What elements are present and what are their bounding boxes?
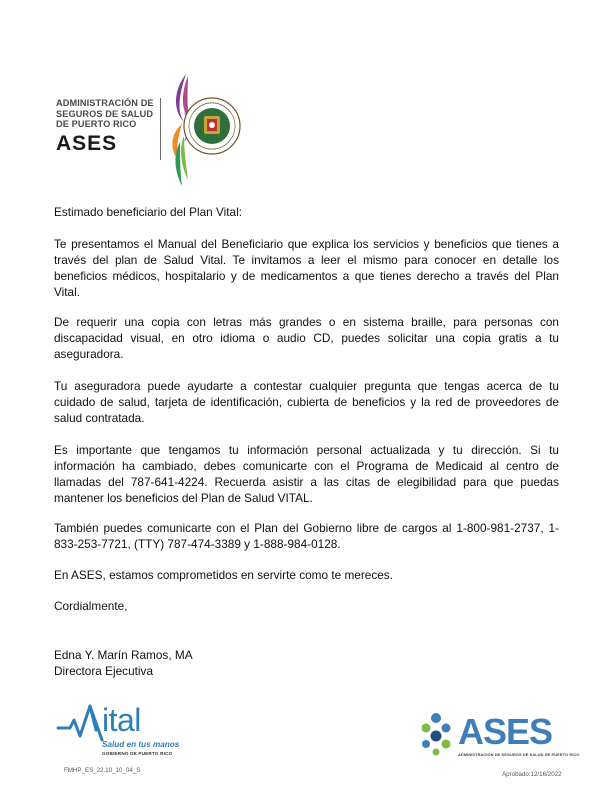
paragraph-intro: Te presentamos el Manual del Beneficiario que explica los servicios y beneficios que tienes a través del plan de Salud Vital. Te invitamos a leer el mismo para conocer en detalle los beneficios médicos, hospitalario y de medicamentos a que tienes derecho a través del Plan Vital. — [54, 237, 559, 299]
closing: Cordialmente, — [54, 599, 128, 613]
paragraph-commitment: En ASES, estamos comprometidos en servirte como te mereces. — [54, 568, 393, 582]
vital-sub: GOBIERNO DE PUERTO RICO — [102, 751, 173, 756]
signature-block — [54, 647, 559, 679]
vital-pulse-icon — [56, 700, 106, 750]
paragraph-contact-numbers: También puedes comunicarte con el Plan del Gobierno libre de cargos al 1-800-981-2737, 1-833-253-7721, (TTY) 787-474-3389 y 1-888-984-0128. — [54, 521, 559, 551]
ases-header-logo — [56, 72, 246, 190]
approval-date: Aprobado:12/16/2022 — [502, 771, 562, 778]
ases-footer-logo — [420, 711, 580, 768]
puerto-rico-seal-icon — [168, 72, 246, 190]
org-line-3: DE PUERTO RICO — [56, 119, 137, 129]
org-line-2: SEGUROS DE SALUD — [56, 108, 154, 119]
org-line-1: ADMINISTRACIÓN DE — [56, 98, 154, 108]
ases-word: ASES — [458, 711, 553, 752]
signer-title: Directora Ejecutiva — [54, 664, 154, 678]
vital-logo — [56, 700, 180, 760]
header-divider — [160, 98, 161, 160]
form-code: FMHP_ES_22.10_10_04_S — [64, 767, 141, 774]
paragraph-insurer-help: Tu aseguradora puede ayudarte a contestar cualquier pregunta que tengas acerca de tu cuidado de salud, tarjeta de identificación, cubierta de beneficios y la red de proveedores de salud contratada. — [54, 379, 559, 425]
paragraph-update-info: Es importante que tengamos tu información personal actualizada y tu dirección. Si tu información ha cambiado, debes comunicarte con el Programa de Medicaid al centro de llamadas del 787-641-4224. Recuerda asistir a las citas de elegibilidad para que puedas mantener los beneficios del Plan de Salud VITAL. — [54, 443, 559, 505]
greeting: Estimado beneficiario del Plan Vital: — [54, 205, 242, 219]
ases-sub: ADMINISTRACIÓN DE SEGUROS DE SALUD DE PUERTO RICO — [458, 752, 580, 757]
vital-word: ital — [102, 702, 141, 738]
org-acronym: ASES — [56, 131, 118, 155]
signer-name: Edna Y. Marín Ramos, MA — [54, 648, 193, 662]
ases-dots-icon — [420, 712, 458, 756]
paragraph-accessibility: De requerir una copia con letras más grandes o en sistema braille, para personas con discapacidad visual, en otro idioma o audio CD, puedes solicitar una copia gratis a tu aseguradora. — [54, 315, 559, 361]
ases-header-text — [56, 98, 156, 155]
vital-tagline: Salud en tus manos — [102, 740, 180, 749]
